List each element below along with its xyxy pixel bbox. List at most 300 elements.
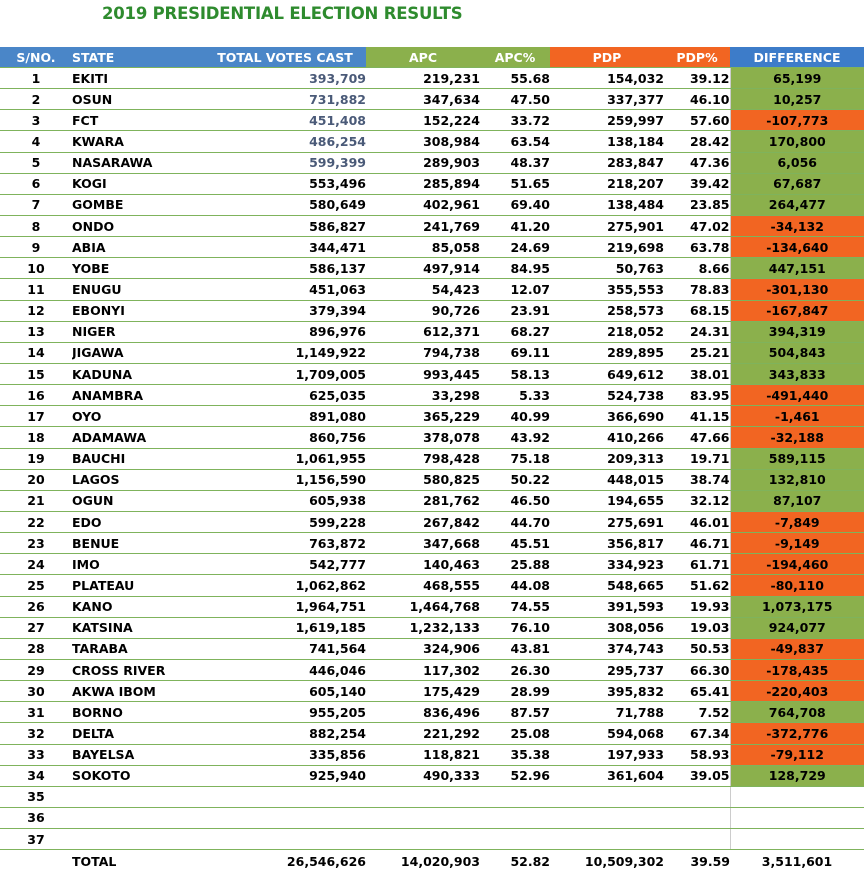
cell-pdp-pct: 39.42 xyxy=(664,173,730,194)
table-row xyxy=(0,659,864,680)
cell-apc: 140,463 xyxy=(366,554,480,575)
cell-apc-pct: 44.70 xyxy=(480,511,550,532)
table-row xyxy=(0,617,864,638)
header-pdp-pct: PDP% xyxy=(664,47,730,68)
table-row xyxy=(0,215,864,236)
table-row xyxy=(0,279,864,300)
table-row xyxy=(0,406,864,427)
cell-sn: 3 xyxy=(0,110,72,131)
cell-total-votes: 1,062,862 xyxy=(204,575,366,596)
cell-pdp-pct: 46.71 xyxy=(664,533,730,554)
cell-pdp-pct: 38.01 xyxy=(664,363,730,384)
cell-difference: 394,319 xyxy=(730,321,864,342)
cell-difference: 1,073,175 xyxy=(730,596,864,617)
cell-apc-pct: 76.10 xyxy=(480,617,550,638)
table-row xyxy=(0,533,864,554)
cell-apc: 175,429 xyxy=(366,681,480,702)
cell-state: IMO xyxy=(72,554,204,575)
cell-state: ONDO xyxy=(72,215,204,236)
cell-sn: 27 xyxy=(0,617,72,638)
table-row xyxy=(0,511,864,532)
cell-apc-pct: 26.30 xyxy=(480,659,550,680)
cell-difference: 447,151 xyxy=(730,258,864,279)
cell-apc-pct: 75.18 xyxy=(480,448,550,469)
cell-pdp-pct: 63.78 xyxy=(664,237,730,258)
table-row xyxy=(0,131,864,152)
cell-sn: 2 xyxy=(0,89,72,110)
cell-pdp: 50,763 xyxy=(550,258,664,279)
cell-pdp-pct: 19.93 xyxy=(664,596,730,617)
cell-sn: 35 xyxy=(0,786,72,807)
total-votes-cast: 26,546,626 xyxy=(204,850,366,873)
cell-sn: 5 xyxy=(0,152,72,173)
cell-state: OYO xyxy=(72,406,204,427)
cell-state: EKITI xyxy=(72,68,204,89)
cell-apc: 118,821 xyxy=(366,744,480,765)
cell-sn: 8 xyxy=(0,215,72,236)
cell-apc-pct: 52.96 xyxy=(480,765,550,786)
cell-state: GOMBE xyxy=(72,194,204,215)
table-row xyxy=(0,110,864,131)
cell-pdp-pct xyxy=(664,807,730,828)
cell-pdp: 194,655 xyxy=(550,490,664,511)
table-row xyxy=(0,744,864,765)
cell-total-votes: 860,756 xyxy=(204,427,366,448)
cell-apc: 33,298 xyxy=(366,385,480,406)
header-row xyxy=(0,47,864,68)
header-sn: S/NO. xyxy=(0,47,72,68)
cell-pdp-pct: 23.85 xyxy=(664,194,730,215)
cell-sn: 37 xyxy=(0,829,72,850)
total-apc: 14,020,903 xyxy=(366,850,480,873)
header-apc-pct: APC% xyxy=(480,47,550,68)
cell-pdp: 138,184 xyxy=(550,131,664,152)
cell-state: NASARAWA xyxy=(72,152,204,173)
cell-difference: 764,708 xyxy=(730,702,864,723)
cell-sn: 28 xyxy=(0,638,72,659)
cell-pdp-pct: 83.95 xyxy=(664,385,730,406)
cell-apc-pct: 40.99 xyxy=(480,406,550,427)
cell-apc: 612,371 xyxy=(366,321,480,342)
cell-pdp-pct: 28.42 xyxy=(664,131,730,152)
table-row xyxy=(0,681,864,702)
page-title: 2019 PRESIDENTIAL ELECTION RESULTS xyxy=(102,4,463,23)
cell-pdp-pct: 68.15 xyxy=(664,300,730,321)
cell-apc: 347,668 xyxy=(366,533,480,554)
cell-pdp-pct: 41.15 xyxy=(664,406,730,427)
cell-pdp: 355,553 xyxy=(550,279,664,300)
cell-total-votes: 925,940 xyxy=(204,765,366,786)
cell-state xyxy=(72,829,204,850)
cell-pdp: 258,573 xyxy=(550,300,664,321)
cell-pdp xyxy=(550,807,664,828)
cell-pdp: 337,377 xyxy=(550,89,664,110)
header-total-votes: TOTAL VOTES CAST xyxy=(204,47,366,68)
cell-sn: 9 xyxy=(0,237,72,258)
cell-total-votes xyxy=(204,807,366,828)
cell-apc: 85,058 xyxy=(366,237,480,258)
cell-apc-pct: 87.57 xyxy=(480,702,550,723)
cell-difference: -178,435 xyxy=(730,659,864,680)
cell-pdp-pct: 39.05 xyxy=(664,765,730,786)
cell-total-votes: 446,046 xyxy=(204,659,366,680)
cell-sn: 32 xyxy=(0,723,72,744)
cell-difference: 6,056 xyxy=(730,152,864,173)
table-row xyxy=(0,385,864,406)
cell-total-votes xyxy=(204,786,366,807)
cell-apc: 90,726 xyxy=(366,300,480,321)
table-row xyxy=(0,765,864,786)
cell-pdp-pct: 19.71 xyxy=(664,448,730,469)
cell-apc-pct: 43.92 xyxy=(480,427,550,448)
cell-sn: 19 xyxy=(0,448,72,469)
cell-difference: -134,640 xyxy=(730,237,864,258)
cell-total-votes: 1,149,922 xyxy=(204,342,366,363)
cell-apc-pct: 41.20 xyxy=(480,215,550,236)
cell-total-votes: 741,564 xyxy=(204,638,366,659)
cell-pdp: 448,015 xyxy=(550,469,664,490)
cell-state: KATSINA xyxy=(72,617,204,638)
header-pdp: PDP xyxy=(550,47,664,68)
cell-state: LAGOS xyxy=(72,469,204,490)
cell-apc-pct: 43.81 xyxy=(480,638,550,659)
cell-pdp: 334,923 xyxy=(550,554,664,575)
cell-pdp: 410,266 xyxy=(550,427,664,448)
cell-pdp: 154,032 xyxy=(550,68,664,89)
cell-pdp: 209,313 xyxy=(550,448,664,469)
cell-pdp-pct xyxy=(664,786,730,807)
results-table xyxy=(0,47,864,872)
cell-state: ABIA xyxy=(72,237,204,258)
cell-pdp-pct: 47.36 xyxy=(664,152,730,173)
cell-pdp: 366,690 xyxy=(550,406,664,427)
cell-pdp: 197,933 xyxy=(550,744,664,765)
cell-apc-pct: 74.55 xyxy=(480,596,550,617)
cell-sn: 20 xyxy=(0,469,72,490)
cell-apc-pct: 58.13 xyxy=(480,363,550,384)
cell-apc-pct: 45.51 xyxy=(480,533,550,554)
cell-state xyxy=(72,786,204,807)
cell-difference: 67,687 xyxy=(730,173,864,194)
header-apc: APC xyxy=(366,47,480,68)
table-row xyxy=(0,321,864,342)
cell-sn: 18 xyxy=(0,427,72,448)
cell-apc: 241,769 xyxy=(366,215,480,236)
cell-difference xyxy=(730,786,864,807)
cell-apc-pct: 33.72 xyxy=(480,110,550,131)
cell-apc-pct: 25.08 xyxy=(480,723,550,744)
cell-pdp: 548,665 xyxy=(550,575,664,596)
cell-sn: 1 xyxy=(0,68,72,89)
table-row xyxy=(0,258,864,279)
cell-pdp-pct: 7.52 xyxy=(664,702,730,723)
cell-total-votes: 486,254 xyxy=(204,131,366,152)
cell-total-votes: 553,496 xyxy=(204,173,366,194)
cell-pdp: 649,612 xyxy=(550,363,664,384)
cell-sn: 15 xyxy=(0,363,72,384)
table-row xyxy=(0,173,864,194)
cell-apc xyxy=(366,807,480,828)
total-apc-pct: 52.82 xyxy=(480,850,550,873)
cell-difference: 504,843 xyxy=(730,342,864,363)
cell-apc: 152,224 xyxy=(366,110,480,131)
cell-pdp-pct: 24.31 xyxy=(664,321,730,342)
cell-apc-pct: 5.33 xyxy=(480,385,550,406)
cell-sn: 26 xyxy=(0,596,72,617)
cell-difference: -49,837 xyxy=(730,638,864,659)
cell-pdp: 295,737 xyxy=(550,659,664,680)
cell-apc-pct: 44.08 xyxy=(480,575,550,596)
cell-difference: 170,800 xyxy=(730,131,864,152)
cell-difference: 264,477 xyxy=(730,194,864,215)
cell-state: TARABA xyxy=(72,638,204,659)
cell-apc-pct: 51.65 xyxy=(480,173,550,194)
cell-apc-pct: 12.07 xyxy=(480,279,550,300)
cell-difference: -220,403 xyxy=(730,681,864,702)
cell-apc: 794,738 xyxy=(366,342,480,363)
total-pdp-pct: 39.59 xyxy=(664,850,730,873)
cell-sn: 17 xyxy=(0,406,72,427)
total-label: TOTAL xyxy=(72,850,204,873)
cell-total-votes: 955,205 xyxy=(204,702,366,723)
table-row xyxy=(0,363,864,384)
cell-sn: 29 xyxy=(0,659,72,680)
cell-difference: -194,460 xyxy=(730,554,864,575)
cell-total-votes: 599,399 xyxy=(204,152,366,173)
cell-pdp xyxy=(550,829,664,850)
cell-pdp-pct: 51.62 xyxy=(664,575,730,596)
cell-sn: 34 xyxy=(0,765,72,786)
cell-state xyxy=(72,807,204,828)
cell-pdp-pct: 65.41 xyxy=(664,681,730,702)
cell-apc: 289,903 xyxy=(366,152,480,173)
cell-difference: 343,833 xyxy=(730,363,864,384)
cell-state: YOBE xyxy=(72,258,204,279)
cell-pdp-pct: 38.74 xyxy=(664,469,730,490)
cell-pdp-pct xyxy=(664,829,730,850)
cell-difference: -167,847 xyxy=(730,300,864,321)
cell-sn: 22 xyxy=(0,511,72,532)
cell-total-votes xyxy=(204,829,366,850)
cell-state: KWARA xyxy=(72,131,204,152)
cell-state: DELTA xyxy=(72,723,204,744)
cell-state: CROSS RIVER xyxy=(72,659,204,680)
cell-pdp-pct: 8.66 xyxy=(664,258,730,279)
table-row xyxy=(0,237,864,258)
table-row xyxy=(0,723,864,744)
cell-pdp: 138,484 xyxy=(550,194,664,215)
cell-total-votes: 335,856 xyxy=(204,744,366,765)
cell-state: BENUE xyxy=(72,533,204,554)
cell-pdp: 395,832 xyxy=(550,681,664,702)
cell-difference: 132,810 xyxy=(730,469,864,490)
cell-apc: 219,231 xyxy=(366,68,480,89)
cell-total-votes: 1,709,005 xyxy=(204,363,366,384)
cell-apc-pct: 28.99 xyxy=(480,681,550,702)
cell-pdp: 71,788 xyxy=(550,702,664,723)
cell-apc: 324,906 xyxy=(366,638,480,659)
cell-total-votes: 542,777 xyxy=(204,554,366,575)
cell-sn: 14 xyxy=(0,342,72,363)
cell-apc-pct: 24.69 xyxy=(480,237,550,258)
cell-pdp: 218,052 xyxy=(550,321,664,342)
cell-apc-pct: 68.27 xyxy=(480,321,550,342)
cell-apc-pct: 46.50 xyxy=(480,490,550,511)
cell-apc-pct xyxy=(480,807,550,828)
cell-total-votes: 599,228 xyxy=(204,511,366,532)
cell-pdp-pct: 57.60 xyxy=(664,110,730,131)
cell-total-votes: 1,964,751 xyxy=(204,596,366,617)
cell-difference: -79,112 xyxy=(730,744,864,765)
cell-apc: 117,302 xyxy=(366,659,480,680)
cell-difference: -7,849 xyxy=(730,511,864,532)
cell-state: AKWA IBOM xyxy=(72,681,204,702)
cell-apc-pct: 69.40 xyxy=(480,194,550,215)
cell-pdp: 308,056 xyxy=(550,617,664,638)
total-row xyxy=(0,850,864,873)
cell-apc: 580,825 xyxy=(366,469,480,490)
table-row xyxy=(0,89,864,110)
cell-total-votes: 451,408 xyxy=(204,110,366,131)
cell-apc: 1,464,768 xyxy=(366,596,480,617)
cell-pdp-pct: 46.10 xyxy=(664,89,730,110)
cell-pdp-pct: 25.21 xyxy=(664,342,730,363)
cell-state: KOGI xyxy=(72,173,204,194)
cell-state: KANO xyxy=(72,596,204,617)
cell-apc: 308,984 xyxy=(366,131,480,152)
cell-apc: 497,914 xyxy=(366,258,480,279)
cell-pdp-pct: 78.83 xyxy=(664,279,730,300)
table-row xyxy=(0,427,864,448)
header-state: STATE xyxy=(72,47,204,68)
cell-apc-pct xyxy=(480,829,550,850)
cell-difference: -301,130 xyxy=(730,279,864,300)
cell-difference: -1,461 xyxy=(730,406,864,427)
cell-difference: -9,149 xyxy=(730,533,864,554)
cell-pdp: 275,901 xyxy=(550,215,664,236)
cell-state: BORNO xyxy=(72,702,204,723)
cell-pdp-pct: 61.71 xyxy=(664,554,730,575)
cell-difference: 65,199 xyxy=(730,68,864,89)
table-row xyxy=(0,194,864,215)
cell-state: EBONYI xyxy=(72,300,204,321)
cell-total-votes: 625,035 xyxy=(204,385,366,406)
cell-apc: 347,634 xyxy=(366,89,480,110)
table-row xyxy=(0,786,864,807)
cell-apc: 54,423 xyxy=(366,279,480,300)
cell-apc-pct: 69.11 xyxy=(480,342,550,363)
cell-state: OGUN xyxy=(72,490,204,511)
cell-state: OSUN xyxy=(72,89,204,110)
cell-total-votes: 896,976 xyxy=(204,321,366,342)
cell-pdp: 219,698 xyxy=(550,237,664,258)
cell-total-votes: 763,872 xyxy=(204,533,366,554)
cell-apc: 993,445 xyxy=(366,363,480,384)
cell-pdp: 391,593 xyxy=(550,596,664,617)
table-row xyxy=(0,469,864,490)
cell-difference: 128,729 xyxy=(730,765,864,786)
cell-state: ANAMBRA xyxy=(72,385,204,406)
cell-sn: 23 xyxy=(0,533,72,554)
cell-apc-pct: 25.88 xyxy=(480,554,550,575)
results-body xyxy=(0,68,864,850)
cell-total-votes: 731,882 xyxy=(204,89,366,110)
table-row xyxy=(0,575,864,596)
cell-state: BAYELSA xyxy=(72,744,204,765)
cell-apc xyxy=(366,829,480,850)
cell-pdp-pct: 66.30 xyxy=(664,659,730,680)
cell-pdp-pct: 39.12 xyxy=(664,68,730,89)
cell-sn: 24 xyxy=(0,554,72,575)
cell-total-votes: 605,140 xyxy=(204,681,366,702)
cell-sn: 6 xyxy=(0,173,72,194)
cell-sn: 30 xyxy=(0,681,72,702)
cell-difference xyxy=(730,829,864,850)
cell-total-votes: 891,080 xyxy=(204,406,366,427)
cell-difference: -80,110 xyxy=(730,575,864,596)
cell-difference: -491,440 xyxy=(730,385,864,406)
cell-sn: 7 xyxy=(0,194,72,215)
table-row xyxy=(0,68,864,89)
cell-pdp: 275,691 xyxy=(550,511,664,532)
cell-total-votes: 1,156,590 xyxy=(204,469,366,490)
cell-pdp-pct: 46.01 xyxy=(664,511,730,532)
cell-pdp: 524,738 xyxy=(550,385,664,406)
cell-pdp: 356,817 xyxy=(550,533,664,554)
cell-total-votes: 1,619,185 xyxy=(204,617,366,638)
cell-total-votes: 1,061,955 xyxy=(204,448,366,469)
cell-pdp-pct: 19.03 xyxy=(664,617,730,638)
cell-sn: 36 xyxy=(0,807,72,828)
table-row xyxy=(0,702,864,723)
table-row xyxy=(0,638,864,659)
cell-apc-pct: 47.50 xyxy=(480,89,550,110)
cell-state: NIGER xyxy=(72,321,204,342)
cell-difference: 924,077 xyxy=(730,617,864,638)
cell-apc-pct xyxy=(480,786,550,807)
cell-sn: 12 xyxy=(0,300,72,321)
cell-apc-pct: 84.95 xyxy=(480,258,550,279)
cell-apc-pct: 50.22 xyxy=(480,469,550,490)
cell-pdp-pct: 58.93 xyxy=(664,744,730,765)
cell-difference: -372,776 xyxy=(730,723,864,744)
cell-apc-pct: 63.54 xyxy=(480,131,550,152)
cell-sn: 10 xyxy=(0,258,72,279)
cell-state: BAUCHI xyxy=(72,448,204,469)
cell-apc xyxy=(366,786,480,807)
cell-state: FCT xyxy=(72,110,204,131)
cell-difference xyxy=(730,807,864,828)
cell-apc: 402,961 xyxy=(366,194,480,215)
cell-pdp-pct: 47.02 xyxy=(664,215,730,236)
cell-pdp: 361,604 xyxy=(550,765,664,786)
cell-difference: -32,188 xyxy=(730,427,864,448)
cell-total-votes: 586,137 xyxy=(204,258,366,279)
cell-difference: -34,132 xyxy=(730,215,864,236)
cell-pdp-pct: 67.34 xyxy=(664,723,730,744)
cell-total-votes: 344,471 xyxy=(204,237,366,258)
cell-total-votes: 586,827 xyxy=(204,215,366,236)
cell-difference: 589,115 xyxy=(730,448,864,469)
cell-pdp: 374,743 xyxy=(550,638,664,659)
cell-apc-pct: 55.68 xyxy=(480,68,550,89)
cell-apc-pct: 35.38 xyxy=(480,744,550,765)
table-row xyxy=(0,490,864,511)
cell-state: EDO xyxy=(72,511,204,532)
cell-total-votes: 605,938 xyxy=(204,490,366,511)
cell-state: PLATEAU xyxy=(72,575,204,596)
cell-pdp: 259,997 xyxy=(550,110,664,131)
